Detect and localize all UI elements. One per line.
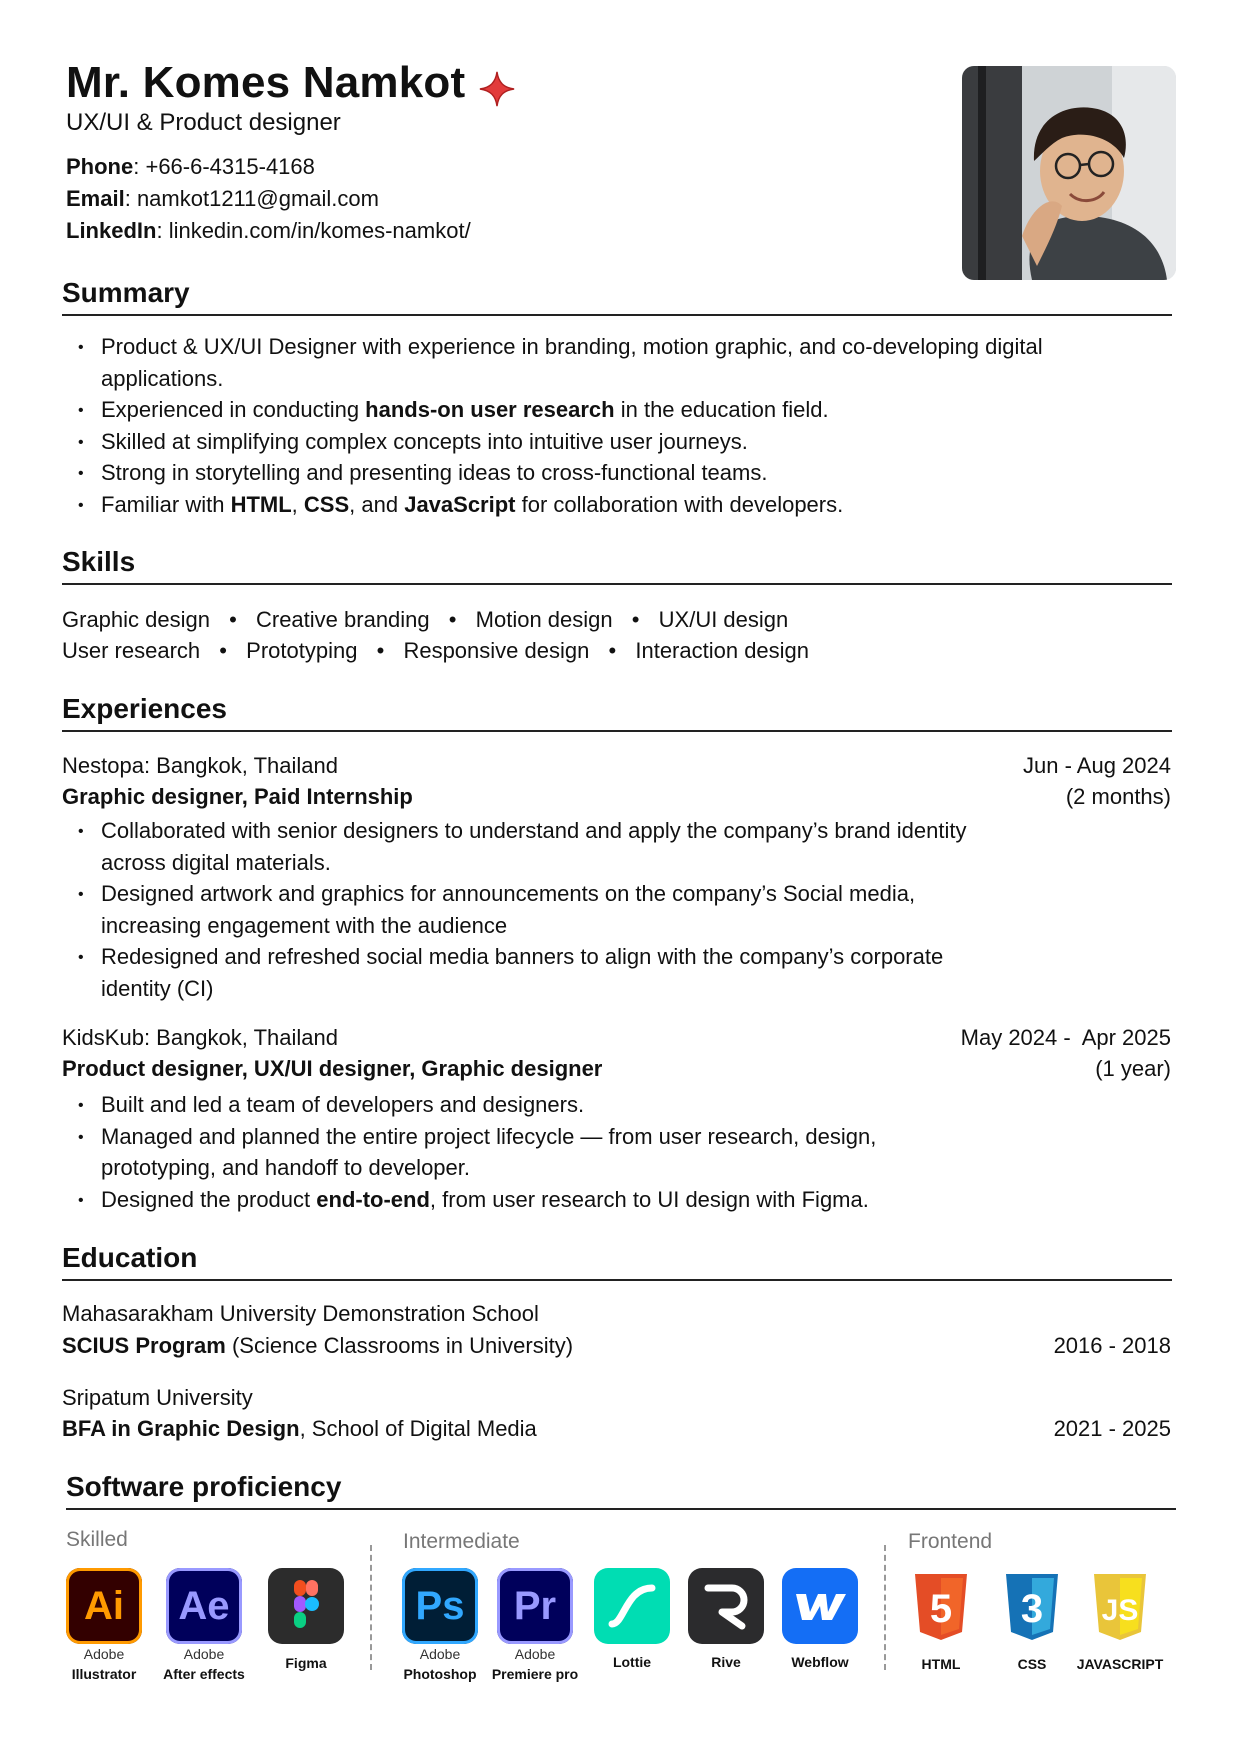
skill-item: Interaction design: [635, 638, 810, 663]
skill-separator: •: [631, 607, 640, 632]
skilled-label: Skilled: [66, 1528, 128, 1551]
text: Familiar with: [101, 491, 231, 517]
bullet-item: [62, 815, 982, 878]
bullet-item: [62, 457, 1122, 489]
rive-icon: [688, 1568, 764, 1649]
education-school: Sripatum University: [62, 1385, 253, 1410]
lottie-icon-graphic: [594, 1568, 670, 1644]
javascript-icon-graphic: [1090, 1572, 1150, 1642]
webflow-icon: [782, 1568, 858, 1649]
text: , and: [349, 491, 405, 517]
skill-item: UX/UI design: [658, 607, 789, 632]
software-name: HTML: [921, 1656, 961, 1672]
skill-separator: •: [229, 607, 237, 632]
job-dates: May 2024 - Apr 2025: [960, 1025, 1171, 1050]
bold-text: JavaScript: [404, 491, 516, 517]
education-degree: BFA in Graphic Design: [62, 1416, 300, 1441]
skill-separator: •: [376, 638, 385, 663]
education-degree: SCIUS Program: [62, 1333, 226, 1358]
summary-heading: Summary: [62, 277, 190, 308]
summary-list: [62, 331, 1122, 520]
text: Redesigned and refreshed social media banners to align with the company’s corporate identity (CI): [101, 944, 944, 1001]
profile-photo: [962, 66, 1176, 280]
adobe-premiere-icon-tile: Pr: [497, 1568, 573, 1644]
skill-separator: •: [219, 638, 227, 663]
adobe-photoshop-icon: [402, 1568, 478, 1644]
rive-icon-graphic: [688, 1568, 764, 1644]
javascript-icon: [1090, 1572, 1150, 1647]
skills-row: [62, 607, 788, 633]
education-detail: (Science Classrooms in University): [225, 1333, 574, 1358]
lottie-icon: [594, 1568, 670, 1649]
job-company: Nestopa: Bangkok, Thailand: [62, 753, 338, 778]
software-vendor: Adobe: [183, 1646, 225, 1662]
job-title: UX/UI & Product designer: [66, 109, 341, 136]
svg-text:3: 3: [1020, 1587, 1044, 1631]
svg-text:JS: JS: [1101, 1594, 1139, 1627]
skill-item: User research: [62, 638, 201, 663]
bullet-item: [62, 941, 982, 1004]
software-name: Figma: [285, 1655, 327, 1671]
software-name: JAVASCRIPT: [1076, 1656, 1164, 1672]
text: for collaboration with developers.: [515, 491, 844, 517]
figma-icon: [268, 1568, 344, 1649]
skills-divider: [62, 583, 1172, 585]
bullet-item: [62, 1089, 942, 1121]
email-value[interactable]: namkot1211@gmail.com: [136, 186, 379, 211]
frontend-label: Frontend: [908, 1530, 993, 1553]
education-heading: Education: [62, 1242, 198, 1273]
education-degree-line: [62, 1333, 573, 1359]
bold-text: hands-on user research: [365, 397, 615, 422]
software-label: [236, 1653, 376, 1673]
software-heading: Software proficiency: [66, 1471, 342, 1502]
webflow-icon-graphic: [782, 1568, 858, 1644]
text: Managed and planned the entire project lifecycle — from user research, design, prototyping, and handoff to developer.: [101, 1123, 877, 1180]
bullet-item: [62, 1184, 942, 1216]
phone-line: Phone: +66-6-4315-4168: [66, 154, 315, 179]
skills-row: [62, 638, 809, 664]
job-dates: Jun - Aug 2024: [1022, 753, 1171, 778]
job-duration: (1 year): [1095, 1056, 1171, 1081]
education-years: 2016 - 2018: [1053, 1333, 1171, 1358]
linkedin-line: LinkedIn: linkedin.com/in/komes-namkot/: [66, 218, 471, 243]
text: Product & UX/UI Designer with experience in branding, motion graphic, and co-developing digital applications.: [101, 334, 1043, 391]
figma-icon-graphic: [268, 1568, 344, 1644]
text: Built and led a team of developers and designers.: [101, 1092, 585, 1117]
skill-separator: •: [608, 638, 617, 663]
skill-item: Motion design: [475, 607, 613, 632]
text: ,: [291, 491, 304, 517]
skills-heading: Skills: [62, 546, 136, 577]
skill-item: Responsive design: [403, 638, 590, 663]
education-school: Mahasarakham University Demonstration School: [62, 1301, 539, 1326]
text: , from user research to UI design with Figma.: [429, 1186, 869, 1212]
bullet-item: [62, 426, 1122, 458]
skill-item: Creative branding: [255, 607, 430, 632]
software-name: Illustrator: [71, 1666, 137, 1682]
text: in the education field.: [614, 397, 829, 422]
experiences-divider: [62, 730, 1172, 732]
software-name: Webflow: [791, 1654, 849, 1670]
software-vendor: Adobe: [83, 1646, 125, 1662]
candidate-name: Mr. Komes Namkot: [66, 58, 466, 107]
linkedin-label: LinkedIn: [66, 218, 157, 243]
software-vendor: Adobe: [419, 1646, 461, 1662]
software-name: Lottie: [612, 1654, 652, 1670]
software-name: CSS: [1017, 1656, 1047, 1672]
text: Designed artwork and graphics for announcements on the company’s Social media, increasing engagement with the audience: [101, 881, 916, 938]
job-duration: (2 months): [1065, 784, 1171, 809]
software-name: Photoshop: [403, 1666, 477, 1682]
email-line: Email: namkot1211@gmail.com: [66, 186, 379, 211]
linkedin-value[interactable]: linkedin.com/in/komes-namkot/: [168, 218, 471, 243]
education-degree-line: [62, 1416, 537, 1442]
adobe-after-effects-icon: [166, 1568, 242, 1644]
job-bullets: [62, 1089, 942, 1215]
bullet-item: [62, 394, 1122, 426]
bullet-item: [62, 878, 982, 941]
text: Designed the product: [101, 1186, 317, 1212]
text: Collaborated with senior designers to understand and apply the company’s brand identity across digital materials.: [101, 818, 967, 875]
phone-value[interactable]: +66-6-4315-4168: [145, 154, 315, 179]
bold-text: CSS: [303, 491, 350, 517]
adobe-premiere-icon: [497, 1568, 573, 1644]
bold-text: end-to-end: [316, 1186, 430, 1212]
education-detail: , School of Digital Media: [299, 1416, 537, 1441]
phone-label: Phone: [66, 154, 134, 179]
software-vendor: Adobe: [514, 1646, 556, 1662]
job-role: Graphic designer, Paid Internship: [62, 784, 413, 809]
software-divider: [66, 1508, 1176, 1510]
bullet-item: [62, 489, 1122, 521]
software-label: [1050, 1654, 1190, 1674]
software-name: Premiere pro: [491, 1666, 579, 1682]
svg-text:5: 5: [929, 1587, 953, 1631]
job-bullets: [62, 815, 982, 1004]
skill-separator: •: [448, 607, 457, 632]
education-years: 2021 - 2025: [1053, 1416, 1171, 1441]
job-company: KidsKub: Bangkok, Thailand: [62, 1025, 338, 1050]
skill-item: Prototyping: [246, 638, 358, 663]
adobe-illustrator-icon-tile: Ai: [66, 1568, 142, 1644]
experiences-heading: Experiences: [62, 693, 227, 724]
adobe-photoshop-icon-tile: Ps: [402, 1568, 478, 1644]
text: Experienced in conducting: [101, 397, 366, 422]
bullet-item: [62, 1121, 942, 1184]
software-name: Rive: [711, 1654, 741, 1670]
bold-text: HTML: [230, 491, 292, 517]
sparkle-star-icon: [478, 70, 516, 108]
html5-icon-graphic: [911, 1572, 971, 1642]
intermediate-label: Intermediate: [403, 1530, 520, 1553]
css3-icon-graphic: [1002, 1572, 1062, 1642]
text: Skilled at simplifying complex concepts into intuitive user journeys.: [101, 428, 748, 454]
adobe-illustrator-icon: [66, 1568, 142, 1644]
education-divider: [62, 1279, 1172, 1281]
software-label: [750, 1652, 890, 1672]
html5-icon: [911, 1572, 971, 1647]
job-role: Product designer, UX/UI designer, Graphic designer: [62, 1056, 603, 1081]
text: Strong in storytelling and presenting ideas to cross-functional teams.: [101, 460, 768, 485]
software-name: After effects: [163, 1666, 245, 1682]
adobe-after-effects-icon-tile: Ae: [166, 1568, 242, 1644]
css3-icon: [1002, 1572, 1062, 1647]
bullet-item: [62, 331, 1122, 394]
skill-item: Graphic design: [62, 607, 210, 632]
email-label: Email: [66, 186, 125, 211]
summary-divider: [62, 314, 1172, 316]
